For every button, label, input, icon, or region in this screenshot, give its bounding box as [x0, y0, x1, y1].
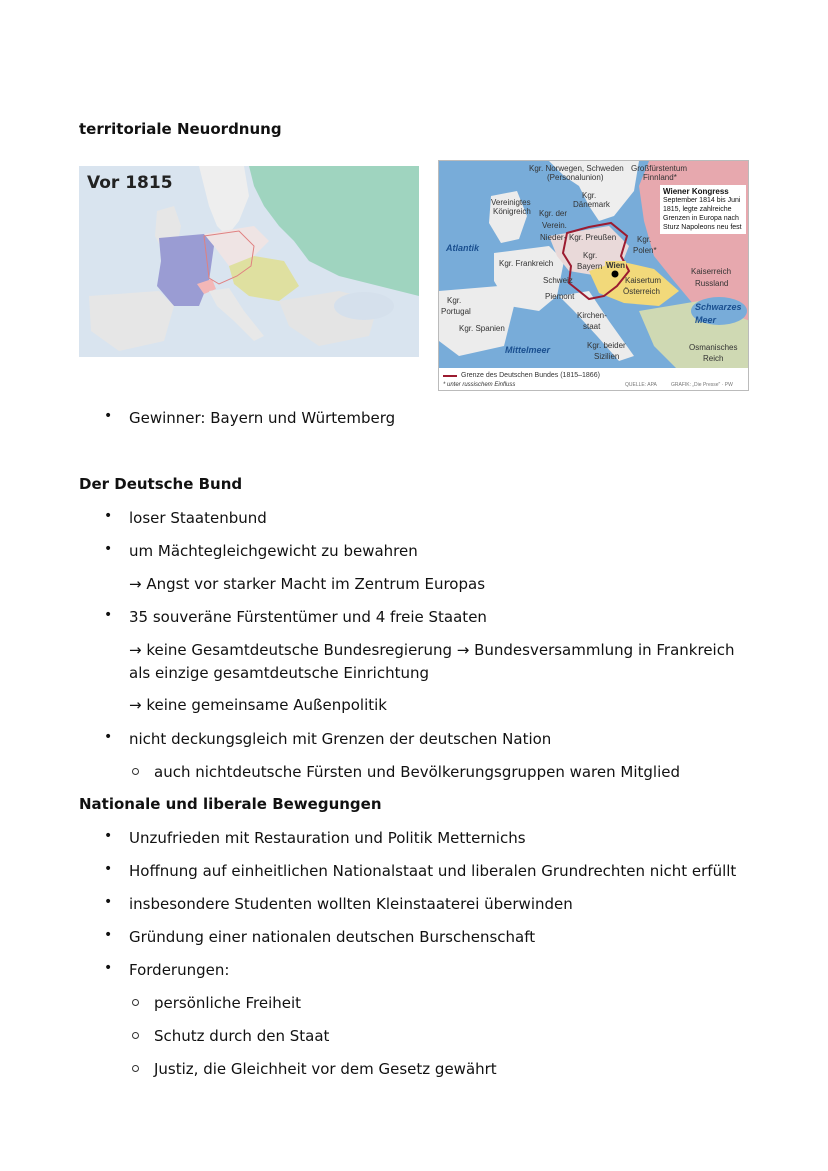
label-schwarzes-meer-2: Meer	[695, 315, 717, 325]
label-bayern-2: Bayern	[577, 262, 603, 271]
list-item-sub: auch nichtdeutsche Fürsten und Bevölkerungsgruppen waren Mitglied	[154, 763, 680, 781]
label-niederlande-2: Verein.	[542, 221, 567, 230]
label-niederlande-1: Kgr. der	[539, 209, 568, 218]
bullet-symbol: •	[104, 508, 113, 524]
label-vk-1: Vereinigtes	[491, 198, 531, 207]
section-title-territoriale-neuordnung: territoriale Neuordnung	[79, 120, 282, 138]
label-russland-2: Russland	[695, 279, 729, 288]
map-source: QUELLE: APA	[625, 382, 657, 388]
bullet-symbol: •	[104, 861, 113, 877]
list-item-sub: Schutz durch den Staat	[154, 1027, 330, 1045]
bullet-symbol: •	[104, 729, 113, 745]
label-portugal-2: Portugal	[441, 307, 471, 316]
label-portugal-1: Kgr.	[447, 296, 462, 305]
list-item-sub: persönliche Freiheit	[154, 994, 302, 1012]
label-daenemark-1: Kgr.	[582, 191, 597, 200]
list-item: um Mächtegleichgewicht zu bewahren	[129, 542, 418, 560]
list-item: Forderungen:	[129, 961, 230, 979]
legend-note: * unter russischem Einfluss	[443, 382, 516, 388]
bullet-symbol: •	[104, 541, 113, 557]
map-wiener-kongress	[438, 160, 749, 391]
label-frankreich: Kgr. Frankreich	[499, 259, 554, 268]
label-polen-1: Kgr.	[637, 235, 652, 244]
label-personalunion: (Personalunion)	[547, 173, 604, 182]
list-item-sub: Justiz, die Gleichheit vor dem Gesetz gewährt	[154, 1060, 497, 1078]
label-russland-1: Kaiserreich	[691, 267, 732, 276]
bullet-symbol: •	[104, 828, 113, 844]
list-item: Hoffnung auf einheitlichen Nationalstaat und liberalen Grundrechten nicht erfüllt	[129, 862, 737, 880]
label-atlantik: Atlantik	[446, 243, 480, 253]
map-graphic-credit: GRAFIK: „Die Presse" · PW	[671, 382, 733, 388]
label-norwegen: Kgr. Norwegen, Schweden	[529, 164, 624, 173]
list-item: Gründung einer nationalen deutschen Burschenschaft	[129, 928, 536, 946]
bullet-symbol: •	[104, 927, 113, 943]
legend-border-label: Grenze des Deutschen Bundes (1815–1866)	[461, 372, 600, 379]
label-sizilien-1: Kgr. beider	[587, 341, 626, 350]
label-osmanisches-reich-1: Osmanisches	[689, 343, 738, 352]
label-finnland-2: Finnland*	[643, 173, 677, 182]
info-box-wiener-kongress	[660, 185, 746, 234]
map-legend	[439, 368, 748, 390]
label-spanien: Kgr. Spanien	[459, 324, 505, 333]
list-item: Unzufrieden mit Restauration und Politik Metternichs	[129, 829, 526, 847]
bullet-symbol: •	[104, 607, 113, 623]
label-preussen: Kgr. Preußen	[569, 233, 617, 242]
sub-bullet-circle	[132, 1065, 139, 1072]
bullet-symbol: •	[104, 960, 113, 976]
sub-bullet-circle	[132, 1032, 139, 1039]
bullet-symbol: •	[104, 894, 113, 910]
list-item: nicht deckungsgleich mit Grenzen der deutschen Nation	[129, 730, 552, 748]
map-before-1815	[79, 166, 419, 357]
label-oesterreich-2: Österreich	[623, 287, 660, 296]
label-vk-2: Königreich	[493, 207, 531, 216]
label-oesterreich-1: Kaisertum	[625, 276, 662, 285]
label-mittelmeer: Mittelmeer	[505, 345, 551, 355]
label-kirchenstaat-1: Kirchen-	[577, 311, 607, 320]
list-item-sub: als einzige gesamtdeutsche Einrichtung	[129, 664, 430, 682]
info-box-title: Wiener Kongress	[663, 187, 729, 196]
list-item: loser Staatenbund	[129, 509, 267, 527]
legend-border-swatch	[443, 375, 457, 377]
list-item-sub: → keine gemeinsame Außenpolitik	[129, 696, 387, 714]
list-item-sub: → Angst vor starker Macht im Zentrum Europas	[129, 575, 486, 593]
label-schweiz: Schweiz	[543, 276, 573, 285]
label-polen-2: Polen*	[633, 246, 657, 255]
label-niederlande-3: Nieder-	[540, 233, 567, 242]
label-finnland-1: Großfürstentum	[631, 164, 688, 173]
section-title-nationale-bewegungen: Nationale und liberale Bewegungen	[79, 795, 382, 813]
sub-bullet-circle	[132, 768, 139, 775]
label-kirchenstaat-2: staat	[583, 322, 601, 331]
label-sizilien-2: Sizilien	[594, 352, 620, 361]
list-item: insbesondere Studenten wollten Kleinstaaterei überwinden	[129, 895, 573, 913]
label-osmanisches-reich-2: Reich	[703, 354, 724, 363]
label-schwarzes-meer-1: Schwarzes	[695, 302, 742, 312]
bullet-symbol: •	[104, 408, 113, 424]
list-item: 35 souveräne Fürstentümer und 4 freie Staaten	[129, 608, 487, 626]
section-title-deutscher-bund: Der Deutsche Bund	[79, 475, 243, 493]
list-item: Gewinner: Bayern und Würtemberg	[129, 409, 396, 427]
label-wien: Wien	[606, 261, 626, 270]
list-item-sub: → keine Gesamtdeutsche Bundesregierung → Bundesversammlung in Frankreich	[129, 641, 735, 659]
info-box-text: September 1814 bis Juni 1815, legte zahlreiche Grenzen in Europa nach Sturz Napoleons neu fest	[663, 197, 742, 231]
map-before-1815-drawing	[79, 166, 419, 357]
label-daenemark-2: Dänemark	[573, 200, 610, 209]
label-piemont: Piemont	[545, 292, 575, 301]
label-bayern-1: Kgr.	[583, 251, 598, 260]
sub-bullet-circle	[132, 999, 139, 1006]
map-before-1815-title: Vor 1815	[87, 173, 173, 193]
